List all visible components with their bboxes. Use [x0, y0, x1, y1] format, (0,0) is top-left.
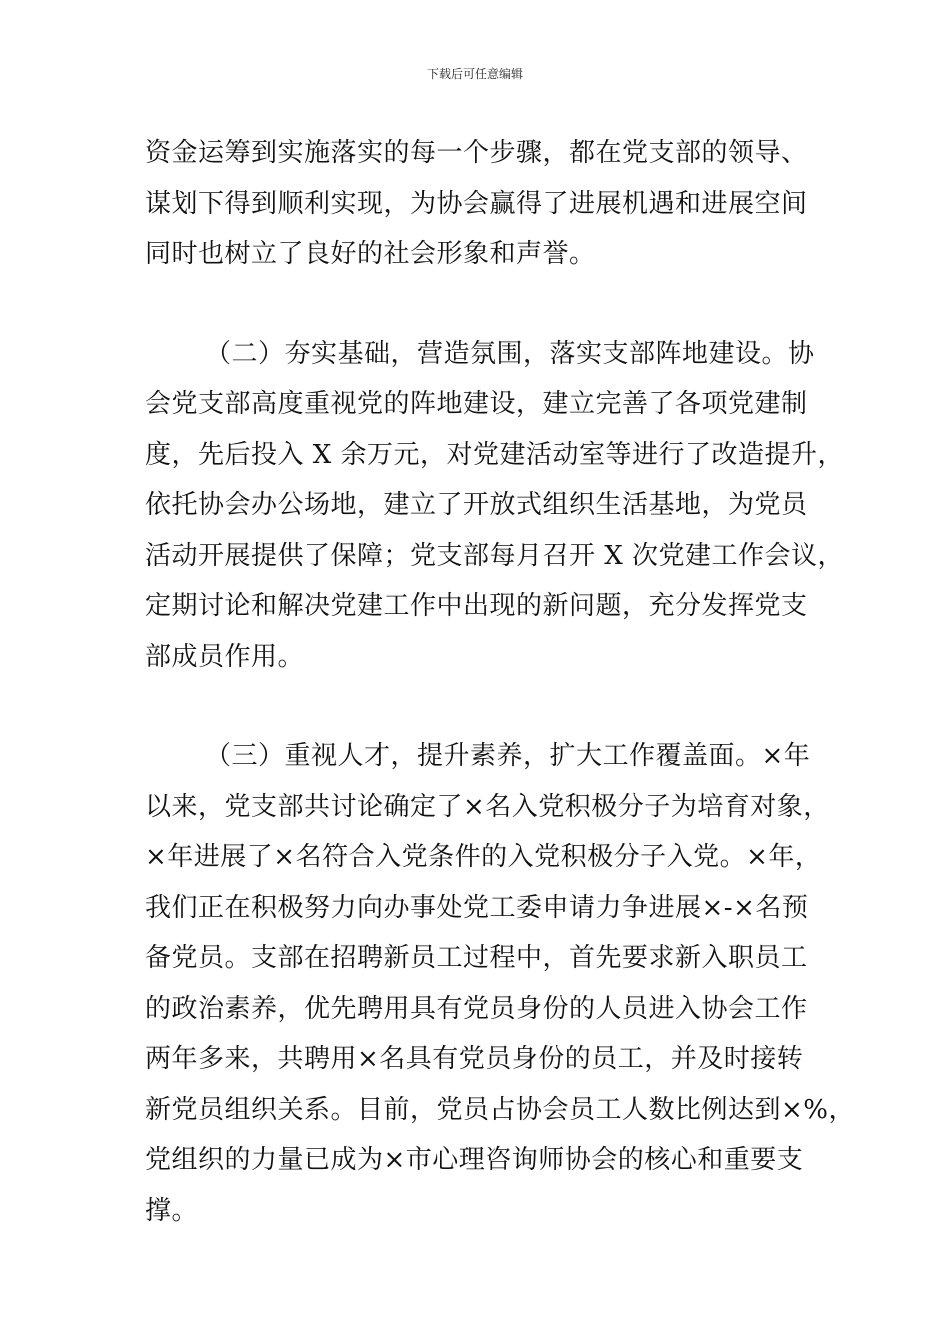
paragraph-line: 党组织的力量已成为×市心理咨询师协会的核心和重要支 — [145, 1145, 804, 1175]
paragraph-line: 同时也树立了良好的社会形象和声誉。 — [145, 239, 596, 269]
paragraph-1 — [145, 128, 825, 280]
paragraph-line: 度，先后投入 X 余万元，对党建活动室等进行了改造提升， — [145, 439, 845, 470]
paragraph-line: 会党支部高度重视党的阵地建设，建立完善了各项党建制 — [145, 389, 808, 419]
paragraph-line: （三）重视人才，提升素养，扩大工作覆盖面。×年 — [205, 741, 811, 771]
paragraph-line: ×年进展了×名符合入党条件的入党积极分子入党。×年， — [145, 842, 822, 872]
page-header-note: 下载后可任意编辑 — [426, 67, 523, 81]
paragraph-line: 活动开展提供了保障；党支部每月召开 X 次党建工作会议， — [145, 540, 845, 571]
paragraph-2 — [145, 329, 845, 683]
paragraph-line: 新党员组织关系。目前，党员占协会员工人数比例达到×%， — [145, 1094, 855, 1125]
paragraph-spacer — [145, 280, 825, 329]
paragraph-line: 资金运筹到实施落实的每一个步骤，都在党支部的领导、 — [145, 138, 808, 168]
paragraph-line: 定期讨论和解决党建工作中出现的新问题，充分发挥党支 — [145, 591, 808, 621]
paragraph-line: 撑。 — [145, 1195, 199, 1226]
paragraph-line: 备党员。支部在招聘新员工过程中，首先要求新入职员工 — [145, 943, 808, 973]
paragraph-line: 部成员作用。 — [145, 641, 305, 672]
paragraph-line: 依托协会办公场地，建立了开放式组织生活基地，为党员 — [145, 490, 808, 520]
paragraph-line: 我们正在积极努力向办事处党工委申请力争进展×-×名预 — [145, 892, 809, 923]
document-body — [145, 128, 855, 1236]
paragraph-line: 以来，党支部共讨论确定了×名入党积极分子为培育对象， — [145, 791, 830, 822]
paragraph-line: 的政治素养，优先聘用具有党员身份的人员进入协会工作 — [145, 993, 808, 1024]
paragraph-line: 谋划下得到顺利实现，为协会赢得了进展机遇和进展空间 — [145, 188, 808, 219]
paragraph-spacer — [145, 682, 825, 731]
paragraph-line: 两年多来，共聘用×名具有党员身份的员工，并及时接转 — [145, 1044, 804, 1074]
paragraph-line: （二）夯实基础，营造氛围，落实支部阵地建设。协 — [205, 338, 815, 369]
paragraph-3 — [145, 731, 855, 1236]
